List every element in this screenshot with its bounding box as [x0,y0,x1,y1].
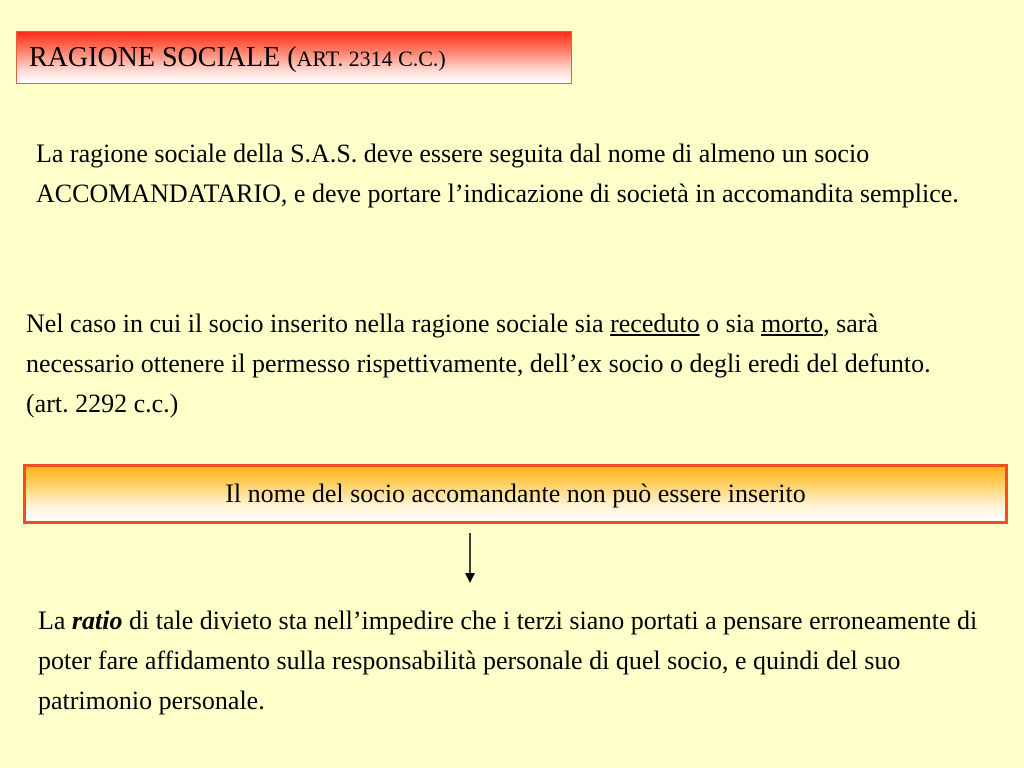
term-receduto: receduto [610,309,700,338]
paragraph-withdrawn-partner-text-1: Nel caso in cui il socio inserito nella ragione sociale sia [26,309,611,338]
paragraph-withdrawn-partner-text-3: , sarà necessario ottenere il permesso rispettivamente, dell’ex socio o degli eredi del defunto. (art. 2292 c.c.) [26,309,931,418]
term-ratio: ratio [71,606,123,635]
slide-title-reference: ART. 2314 C.C.) [296,45,446,71]
title-box [16,31,572,84]
highlight-banner-text: Il nome del socio accomandante non può essere inserito [225,479,806,508]
paragraph-ratio [38,601,988,721]
slide-title [29,41,446,73]
term-morto: morto [761,309,824,338]
paragraph-ratio-text-2: di tale divieto sta nell’impedire che i terzi siano portati a pensare erroneamente di poter fare affidamento sulla responsabilità personale di quel socio, e quindi del suo patrimonio personale. [38,606,978,715]
paragraph-company-name-rule: La ragione sociale della S.A.S. deve essere seguita dal nome di almeno un socio ACCOMANDATARIO, e deve portare l’indicazione di società in accomandita semplice. [36,139,959,208]
arrow-down-icon [462,533,478,583]
paragraph-ratio-text-1: La [38,606,72,635]
paragraph-withdrawn-partner-text-2: o sia [699,309,762,338]
slide-title-main: RAGIONE SOCIALE ( [29,41,297,73]
paragraph-withdrawn-partner [26,304,976,424]
highlight-banner [23,464,1008,524]
